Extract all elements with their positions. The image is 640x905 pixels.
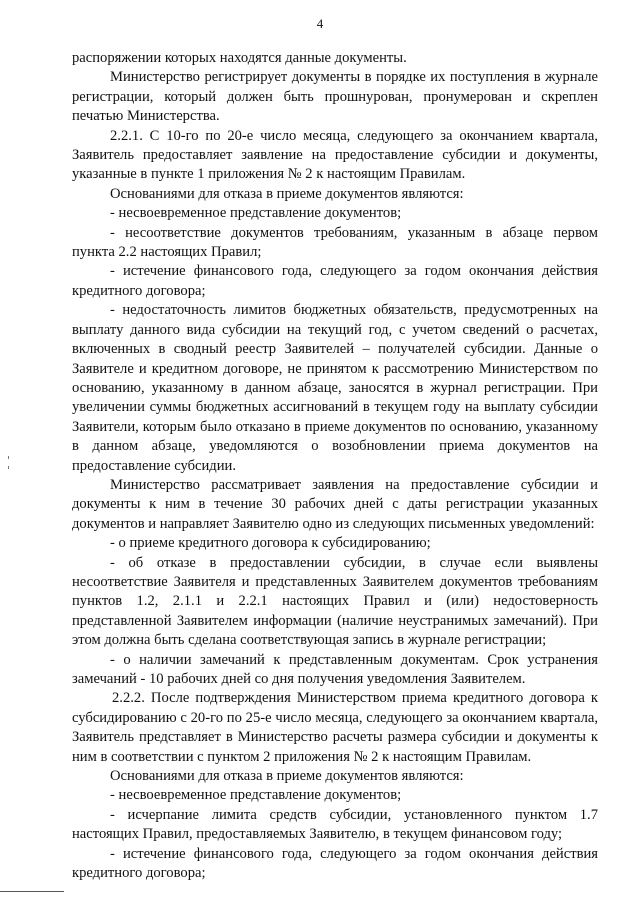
- list-item-fiscal-year-expiry: - истечение финансового года, следующего за годом окончания действия кредитного договора;: [72, 263, 598, 299]
- paragraph-refusal-grounds-heading-2: Основаниями для отказа в приеме документов являются:: [110, 768, 464, 785]
- page-number: 4: [316, 16, 324, 31]
- paragraph-2-2-1: 2.2.1. С 10-го по 20-е число месяца, следующего за окончанием квартала, Заявитель предоставляет заявление на предоставление субсидии и документы, указанные в пункте 1 приложения № 2 к настоящим Правилам.: [72, 127, 598, 183]
- paragraph-continuation: распоряжении которых находятся данные документы.: [72, 50, 407, 66]
- list-item-remarks: - о наличии замечаний к представленным документам. Срок устранения замечаний - 10 рабочих дней со дня получения уведомления Заявителем.: [72, 651, 598, 687]
- scan-mark: [8, 466, 9, 469]
- document-body: [72, 49, 598, 883]
- list-item-insufficient-limits: - недостаточность лимитов бюджетных обязательств, предусмотренных на выплату данного вида субсидии на текущий год, с учетом сведений о расчетах, включенных в сводный реестр Заявителей – получателей субсидии. Данные о Заявителе и кредитном договоре, не принятом к рассмотрению Министерством по основанию, указанному в данном абзаце, заносятся в журнал регистрации. При увеличении суммы бюджетных ассигнований в текущем году на выплату субсидии Заявители, которым было отказано в приеме документов по основанию, указанному в данном абзаце, уведомляются о возобновлении приема документов на предоставление субсидии.: [72, 302, 598, 474]
- paragraph-registration: Министерство регистрирует документы в порядке их поступления в журнале регистрации, который должен быть прошнурован, пронумерован и скреплен печатью Министерства.: [72, 69, 598, 125]
- footer-rule: [0, 891, 64, 892]
- list-item-fiscal-year-expiry-2: - истечение финансового года, следующего за годом окончания действия кредитного договора;: [72, 845, 598, 882]
- list-item-untimely: - несвоевременное представление документов;: [110, 205, 402, 222]
- paragraph-ministry-review: Министерство рассматривает заявления на предоставление субсидии и документы к ним в течение 30 рабочих дней с даты регистрации указанных документов и направляет Заявителю одно из следующих письменных уведомлений:: [72, 476, 598, 532]
- scan-mark: [8, 456, 9, 459]
- paragraph-2-2-2: 2.2.2. После подтверждения Министерством приема кредитного договора к субсидированию с 20-го по 25-е число месяца, следующего за окончанием квартала, Заявитель представляет в Министерство расчеты размера субсидии и документы к ним в соответствии с пунктом 2 приложения № 2 к настоящим Правилам.: [72, 690, 598, 765]
- list-item-limit-exhausted: - исчерпание лимита средств субсидии, установленного пунктом 1.7 настоящих Правил, предоставляемых Заявителю, в текущем финансовом году;: [72, 806, 598, 843]
- paragraph-refusal-grounds-heading: Основаниями для отказа в приеме документов являются:: [110, 185, 464, 202]
- list-item-refusal: - об отказе в предоставлении субсидии, в случае если выявлены несоответствие Заявителя и представленных Заявителем документов требованиям пунктов 1.2, 2.1.1 и 2.2.1 настоящих Правил и (или) недостоверность представленной Заявителем информации (наличие неустранимых замечаний). При этом должна быть сделана соответствующая запись в журнале регистрации;: [72, 554, 598, 649]
- list-item-acceptance: - о приеме кредитного договора к субсидированию;: [110, 535, 431, 552]
- list-item-non-compliance: - несоответствие документов требованиям, указанным в абзаце первом пункта 2.2 настоящих Правил;: [72, 224, 598, 261]
- list-item-untimely-2: - несвоевременное представление документов;: [110, 787, 402, 804]
